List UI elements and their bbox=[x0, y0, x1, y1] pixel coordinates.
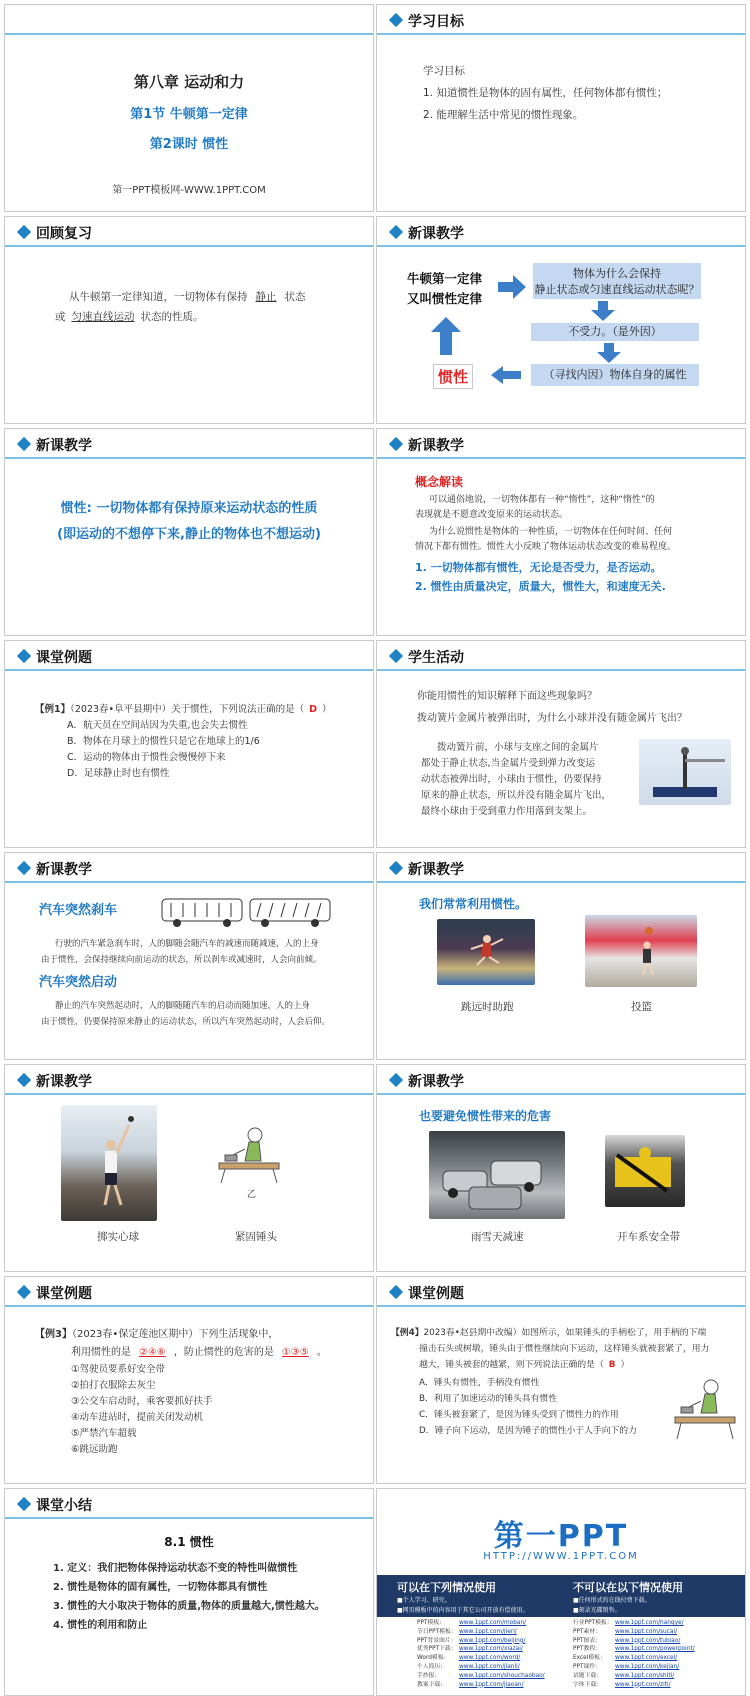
link-url[interactable]: www.1ppt.com/shiti/ bbox=[615, 1672, 675, 1679]
slide-title: 课堂例题 bbox=[408, 1286, 464, 1302]
link-url[interactable]: www.1ppt.com/word/ bbox=[459, 1655, 521, 1662]
car-crash-photo bbox=[429, 1131, 565, 1219]
link-url[interactable]: www.1ppt.com/hangye/ bbox=[615, 1620, 684, 1626]
slide-title: 课堂例题 bbox=[36, 1286, 92, 1302]
option-b: B．物体在月球上的惯性只是它在地球上的1/6 bbox=[67, 736, 260, 747]
item-3: ③公交车启动时，乘客要抓好扶手 bbox=[71, 1396, 213, 1407]
section-title: 第1节 牛顿第一定律 bbox=[130, 107, 248, 122]
question-end: ） bbox=[620, 1360, 630, 1370]
slide-3-review[interactable] bbox=[4, 216, 374, 424]
diamond-icon bbox=[17, 225, 31, 239]
allowed-2: ■网页模板中的内容用于其它公司开放有偿使用。 bbox=[397, 1607, 529, 1614]
link-label: 节日PPT模板： bbox=[417, 1628, 457, 1635]
brand-url: HTTP://WWW.1PPT.COM bbox=[483, 1551, 639, 1562]
slide-header bbox=[5, 429, 373, 459]
question-end: ） bbox=[322, 704, 332, 715]
slide-header bbox=[377, 5, 745, 35]
diamond-icon bbox=[389, 649, 403, 663]
brand-logo: 第一PPT bbox=[493, 1519, 629, 1554]
slide-9-bus[interactable] bbox=[4, 852, 374, 1060]
goal-item-2: 2. 能理解生活中常见的惯性现象。 bbox=[423, 109, 584, 121]
slide-header bbox=[5, 1065, 373, 1095]
item-1: ①驾驶员要系好安全带 bbox=[71, 1364, 166, 1375]
example-4-line-1 bbox=[391, 1325, 706, 1338]
slide-1-cover[interactable] bbox=[4, 4, 374, 212]
slide-11-examples[interactable] bbox=[4, 1064, 374, 1272]
activity-question-2: 拨动簧片金属片被弹出时，为什么小球并没有随金属片飞出？ bbox=[417, 713, 687, 724]
activity-answer-1: 拨动簧片前，小球与支座之间的金属片 bbox=[437, 742, 599, 753]
forbidden-1: ■任何形式的在线付费下载。 bbox=[573, 1597, 651, 1604]
slide-title: 学习目标 bbox=[408, 14, 464, 30]
concept-para-2b: 情况下都有惯性。惯性大小反映了物体运动状态改变的难易程度。 bbox=[415, 542, 677, 552]
slide-header bbox=[377, 217, 745, 247]
slide-6-concept[interactable] bbox=[376, 428, 746, 636]
activity-answer-3: 动状态被弹出时，小球由于惯性，仍要保持 bbox=[421, 774, 602, 785]
review-text: 从牛顿第一定律知道，一切物体有保持 bbox=[69, 291, 248, 303]
caption-hammer: 紧固锤头 bbox=[235, 1231, 277, 1243]
links-left-column bbox=[417, 1619, 545, 1689]
diamond-icon bbox=[17, 1497, 31, 1511]
question-text: 2023春•赵县期中改编）如图所示，如果锤头的手柄松了，用手柄的下端 bbox=[423, 1328, 707, 1338]
slide-12-avoid-harm[interactable] bbox=[376, 1064, 746, 1272]
example-3-question bbox=[35, 1325, 278, 1340]
link-row bbox=[417, 1663, 545, 1672]
link-row bbox=[417, 1645, 545, 1654]
slide-title: 课堂例题 bbox=[36, 650, 92, 666]
slide-title: 学生活动 bbox=[408, 650, 464, 666]
use-label: 利用惯性的是 bbox=[71, 1347, 131, 1358]
hammer-illustration bbox=[215, 1125, 289, 1185]
answer-prevent: ①③⑤ bbox=[281, 1347, 309, 1358]
link-url[interactable]: www.1ppt.com/ziti/ bbox=[615, 1681, 671, 1688]
concept-para-1a: 可以通俗地说，一切物体都有一种“惰性”，这种“惰性”的 bbox=[429, 495, 655, 505]
slide-header bbox=[5, 853, 373, 883]
diamond-icon bbox=[389, 861, 403, 875]
allowed-1: ■个人学习、研究。 bbox=[397, 1597, 451, 1604]
law-name-1: 牛顿第一定律 bbox=[407, 271, 483, 286]
link-url[interactable]: www.1ppt.com/jiaoan/ bbox=[459, 1681, 524, 1688]
caption-shot-put: 掷实心球 bbox=[97, 1231, 139, 1243]
slide-title: 新课教学 bbox=[36, 1074, 92, 1090]
slide-header bbox=[377, 853, 745, 883]
link-row bbox=[573, 1681, 695, 1690]
diamond-icon bbox=[389, 1073, 403, 1087]
link-label: PPT背景图片： bbox=[417, 1637, 457, 1644]
link-label: 行业PPT模板： bbox=[573, 1620, 613, 1626]
review-text: 状态的性质。 bbox=[140, 311, 204, 323]
avoid-heading: 也要避免惯性带来的危害 bbox=[419, 1109, 552, 1123]
link-row bbox=[417, 1619, 545, 1628]
link-url[interactable]: www.1ppt.com/beijing/ bbox=[459, 1637, 526, 1644]
arrow-down-icon bbox=[591, 301, 615, 321]
question-line-2: 静止状态或匀速直线运动状态呢？ bbox=[534, 283, 700, 296]
goal-item-1: 1. 知道惯性是物体的固有属性，任何物体都有惯性； bbox=[423, 87, 668, 99]
seatbelt-photo bbox=[605, 1135, 685, 1207]
example-label: 【例4】 bbox=[391, 1328, 424, 1338]
diamond-icon bbox=[17, 861, 31, 875]
start-para-b: 由于惯性，仍要保持原来静止的运动状态，所以汽车突然起动时，人会后仰。 bbox=[41, 1017, 331, 1027]
brake-para-b: 由于惯性，会保持继续向前运动的状态，所以刹车或减速时，人会向前倾。 bbox=[41, 955, 322, 965]
slide-header bbox=[377, 429, 745, 459]
link-label: 字体下载： bbox=[573, 1681, 602, 1688]
summary-item-3: 3. 惯性的大小取决于物体的质量,物体的质量越大,惯性越大。 bbox=[53, 1601, 325, 1612]
link-url[interactable]: www.1ppt.com/sucai/ bbox=[615, 1628, 678, 1635]
arrow-left-icon bbox=[491, 366, 521, 384]
caption-long-jump: 跳远时助跑 bbox=[461, 1001, 514, 1013]
review-text: 状态 bbox=[284, 291, 306, 303]
summary-heading: 8.1 惯性 bbox=[164, 1535, 214, 1549]
forbidden-2: ■刻录光碟销售。 bbox=[573, 1607, 621, 1614]
hammer-illustration bbox=[673, 1377, 739, 1441]
shot-put-photo bbox=[61, 1105, 157, 1221]
example-4-line-3 bbox=[419, 1357, 629, 1370]
link-url[interactable]: www.1ppt.com/kejian/ bbox=[615, 1663, 680, 1670]
start-para-a: 静止的汽车突然起动时，人的脚随随汽车的启动而随加速，人的上身 bbox=[55, 1001, 311, 1011]
prevent-label: ，防止惯性的危害的是 bbox=[173, 1347, 274, 1358]
link-row bbox=[573, 1637, 695, 1646]
link-label: PPT素材： bbox=[573, 1628, 601, 1635]
option-c: C．运动的物体由于惯性会慢慢停下来 bbox=[67, 752, 226, 763]
arrow-down-icon bbox=[597, 343, 621, 363]
link-row bbox=[417, 1637, 545, 1646]
item-4: ④动车进站时，提前关闭发动机 bbox=[71, 1412, 204, 1423]
inertia-apparatus-image bbox=[639, 739, 731, 805]
law-name-2: 又叫惯性定律 bbox=[407, 291, 483, 306]
link-url[interactable]: www.1ppt.com/jieri/ bbox=[459, 1628, 517, 1635]
slide-title: 新课教学 bbox=[408, 438, 464, 454]
link-url[interactable]: www.1ppt.com/xiazai/ bbox=[459, 1646, 523, 1653]
link-label: PPT图表： bbox=[573, 1637, 601, 1644]
brake-heading: 汽车突然刹车 bbox=[39, 903, 118, 918]
caption-basketball: 投篮 bbox=[631, 1001, 652, 1013]
slide-7-example-1[interactable] bbox=[4, 640, 374, 848]
slide-10-use-inertia[interactable] bbox=[376, 852, 746, 1060]
item-2: ②拍打衣服除去灰尘 bbox=[71, 1380, 156, 1391]
forbidden-heading: 不可以在以下情况使用 bbox=[573, 1581, 683, 1594]
diamond-icon bbox=[17, 1285, 31, 1299]
blank-answer-1: 静止 bbox=[255, 291, 277, 303]
item-5: ⑤严禁汽车超载 bbox=[71, 1428, 137, 1439]
slide-title: 课堂小结 bbox=[36, 1498, 92, 1514]
allowed-heading: 可以在下列情况使用 bbox=[397, 1581, 496, 1594]
start-heading: 汽车突然启动 bbox=[39, 975, 118, 990]
link-label: 个人简历： bbox=[417, 1663, 446, 1670]
slide-2-goals[interactable] bbox=[376, 4, 746, 212]
diamond-icon bbox=[389, 225, 403, 239]
slide-title: 新课教学 bbox=[36, 438, 92, 454]
option-b: B．利用了加速运动的锤头具有惯性 bbox=[419, 1394, 557, 1404]
review-line-2 bbox=[55, 309, 204, 324]
activity-answer-5: 最终小球由于受到重力作用落到支架上。 bbox=[421, 806, 593, 817]
caption-slow-down: 雨雪天减速 bbox=[471, 1231, 524, 1243]
slide-header bbox=[5, 1277, 373, 1307]
blank-answer-2: 匀速直线运动 bbox=[71, 311, 135, 323]
question-text: 越大，锤头被套的越紧，则下列说法正确的是（ bbox=[419, 1360, 604, 1370]
diamond-icon bbox=[389, 437, 403, 451]
concept-heading: 概念解读 bbox=[415, 475, 464, 489]
slide-header bbox=[377, 1065, 745, 1095]
slide-title: 回顾复习 bbox=[36, 226, 92, 242]
question-box bbox=[533, 263, 701, 299]
link-row bbox=[417, 1672, 545, 1681]
slide-16-credits[interactable] bbox=[376, 1488, 746, 1696]
link-label: PPT模板： bbox=[417, 1620, 445, 1626]
slide-8-activity[interactable] bbox=[376, 640, 746, 848]
answer-use: ②④⑥ bbox=[139, 1347, 166, 1358]
summary-item-4: 4. 惯性的利用和防止 bbox=[53, 1620, 148, 1631]
chapter-title: 第八章 运动和力 bbox=[133, 73, 245, 91]
diamond-icon bbox=[389, 1285, 403, 1299]
brake-para-a: 行驶的汽车紧急刹车时，人的脚随会随汽车的减速而随减速，人的上身 bbox=[55, 939, 319, 949]
slide-header bbox=[5, 641, 373, 671]
long-jump-photo bbox=[437, 919, 535, 985]
concept-para-1b: 表现就是不愿意改变原来的运动状态。 bbox=[415, 510, 569, 520]
use-heading: 我们常常利用惯性。 bbox=[419, 897, 528, 911]
link-label: PPT教程： bbox=[573, 1646, 601, 1653]
cause-box-external: 不受力。（是外因） bbox=[531, 323, 699, 341]
link-row bbox=[573, 1672, 695, 1681]
caption-seatbelt: 开车系安全带 bbox=[617, 1231, 680, 1243]
link-label: Word模板： bbox=[417, 1655, 450, 1662]
link-label: PPT课件： bbox=[573, 1663, 601, 1670]
link-row bbox=[573, 1654, 695, 1663]
lesson-title: 第2课时 惯性 bbox=[149, 137, 229, 152]
question-text: （2023春•阜平县期中）关于惯性，下列说法正确的是（ bbox=[70, 704, 305, 715]
option-d: D．足球静止时也有惯性 bbox=[67, 768, 170, 779]
slide-13-example-3[interactable] bbox=[4, 1276, 374, 1484]
period: 。 bbox=[316, 1347, 327, 1358]
option-a: A．航天员在空间站因为失重,也会失去惯性 bbox=[67, 720, 248, 731]
example-4-line-2: 撞击石头或树墩，锤头由于惯性继续向下运动，这样锤头就被套紧了，用力 bbox=[419, 1344, 710, 1354]
link-row bbox=[573, 1645, 695, 1654]
slide-header bbox=[5, 217, 373, 247]
link-url[interactable]: www.1ppt.com/moban/ bbox=[459, 1620, 527, 1626]
slide-title: 新课教学 bbox=[36, 862, 92, 878]
link-url[interactable]: www.1ppt.com/tubiao/ bbox=[615, 1637, 681, 1644]
link-url[interactable]: www.1ppt.com/jianli/ bbox=[459, 1663, 520, 1670]
activity-answer-2: 都处于静止状态,当金属片受到弹力改变运 bbox=[421, 758, 596, 769]
slide-5-definition[interactable] bbox=[4, 428, 374, 636]
concept-para-2a: 为什么说惯性是物体的一种性质，一切物体在任何时间、任何 bbox=[429, 527, 673, 537]
link-label: 教案下载： bbox=[417, 1681, 446, 1688]
link-row bbox=[417, 1654, 545, 1663]
review-line-1 bbox=[69, 289, 306, 304]
option-c: C．锤头被套紧了，是因为锤头受到了惯性力的作用 bbox=[419, 1410, 619, 1420]
summary-item-1: 1. 定义：我们把物体保持运动状态不变的特性叫做惯性 bbox=[53, 1563, 298, 1574]
slide-14-example-4[interactable] bbox=[376, 1276, 746, 1484]
cover-top-bar bbox=[5, 5, 373, 35]
link-label: 试题下载： bbox=[573, 1672, 602, 1679]
slide-title: 新课教学 bbox=[408, 226, 464, 242]
link-label: 手抄报： bbox=[417, 1672, 441, 1679]
option-d: D．锤子向下运动，是因为锤子的惯性小于人手向下的力 bbox=[419, 1426, 637, 1436]
link-row bbox=[417, 1628, 545, 1637]
cause-box-internal: （寻找内因）物体自身的属性 bbox=[531, 364, 699, 386]
diamond-icon bbox=[17, 649, 31, 663]
basketball-photo bbox=[585, 915, 697, 987]
link-row bbox=[573, 1619, 695, 1628]
goals-heading: 学习目标 bbox=[423, 65, 465, 77]
link-row bbox=[417, 1681, 545, 1690]
slide-15-summary[interactable] bbox=[4, 1488, 374, 1696]
key-point-1: 1. 一切物体都有惯性，无论是否受力，是否运动。 bbox=[415, 561, 662, 574]
link-row bbox=[573, 1663, 695, 1672]
slide-header bbox=[377, 1277, 745, 1307]
example-label: 【例1】 bbox=[35, 704, 71, 715]
link-url[interactable]: www.1ppt.com/shouchaobao/ bbox=[459, 1672, 545, 1679]
link-row bbox=[573, 1628, 695, 1637]
link-label: Excel模板： bbox=[573, 1655, 606, 1662]
bus-start-illustration bbox=[249, 897, 331, 927]
bus-brake-illustration bbox=[161, 897, 243, 927]
activity-question-1: 你能用惯性的知识解释下面这些现象吗？ bbox=[417, 691, 597, 702]
figure-mark: 乙 bbox=[247, 1190, 257, 1200]
definition-line-1: 惯性: 一切物体都有保持原来运动状态的性质 bbox=[60, 501, 318, 516]
example-3-answers bbox=[71, 1343, 327, 1358]
arrow-up-icon bbox=[431, 317, 461, 355]
answer-letter: B bbox=[608, 1360, 616, 1370]
item-6: ⑥跳远助跑 bbox=[71, 1444, 118, 1455]
links-right-column bbox=[573, 1619, 695, 1689]
activity-answer-4: 原来的静止状态，所以并没有随金属片飞出， bbox=[421, 790, 612, 801]
site-name: 第一PPT模板网-WWW.1PPT.COM bbox=[112, 185, 266, 196]
slide-header bbox=[5, 1489, 373, 1519]
diamond-icon bbox=[389, 13, 403, 27]
example-label: 【例3】 bbox=[35, 1329, 72, 1340]
example-question bbox=[35, 701, 332, 715]
slide-title: 新课教学 bbox=[408, 862, 464, 878]
slide-4-flow[interactable] bbox=[376, 216, 746, 424]
inertia-label: 惯性 bbox=[433, 364, 473, 389]
link-label: 优秀PPT下载： bbox=[417, 1646, 457, 1653]
diamond-icon bbox=[17, 1073, 31, 1087]
slide-title: 新课教学 bbox=[408, 1074, 464, 1090]
slide-header bbox=[377, 641, 745, 671]
diamond-icon bbox=[17, 437, 31, 451]
option-a: A．锤头有惯性，手柄没有惯性 bbox=[419, 1378, 540, 1388]
arrow-right-icon bbox=[498, 275, 526, 299]
review-text: 或 bbox=[55, 311, 66, 323]
question-line-1: 物体为什么会保持 bbox=[573, 267, 661, 280]
question-text: （2023春•保定莲池区期中）下列生活现象中， bbox=[71, 1329, 279, 1340]
key-point-2: 2. 惯性由质量决定，质量大，惯性大，和速度无关. bbox=[415, 580, 666, 593]
summary-item-2: 2. 惯性是物体的固有属性，一切物体都具有惯性 bbox=[53, 1582, 268, 1593]
link-url[interactable]: www.1ppt.com/powerpoint/ bbox=[615, 1646, 695, 1653]
definition-line-2: (即运动的不想停下来,静止的物体也不想运动) bbox=[57, 527, 321, 542]
link-url[interactable]: www.1ppt.com/excel/ bbox=[615, 1655, 678, 1662]
answer-letter: D bbox=[309, 704, 318, 715]
